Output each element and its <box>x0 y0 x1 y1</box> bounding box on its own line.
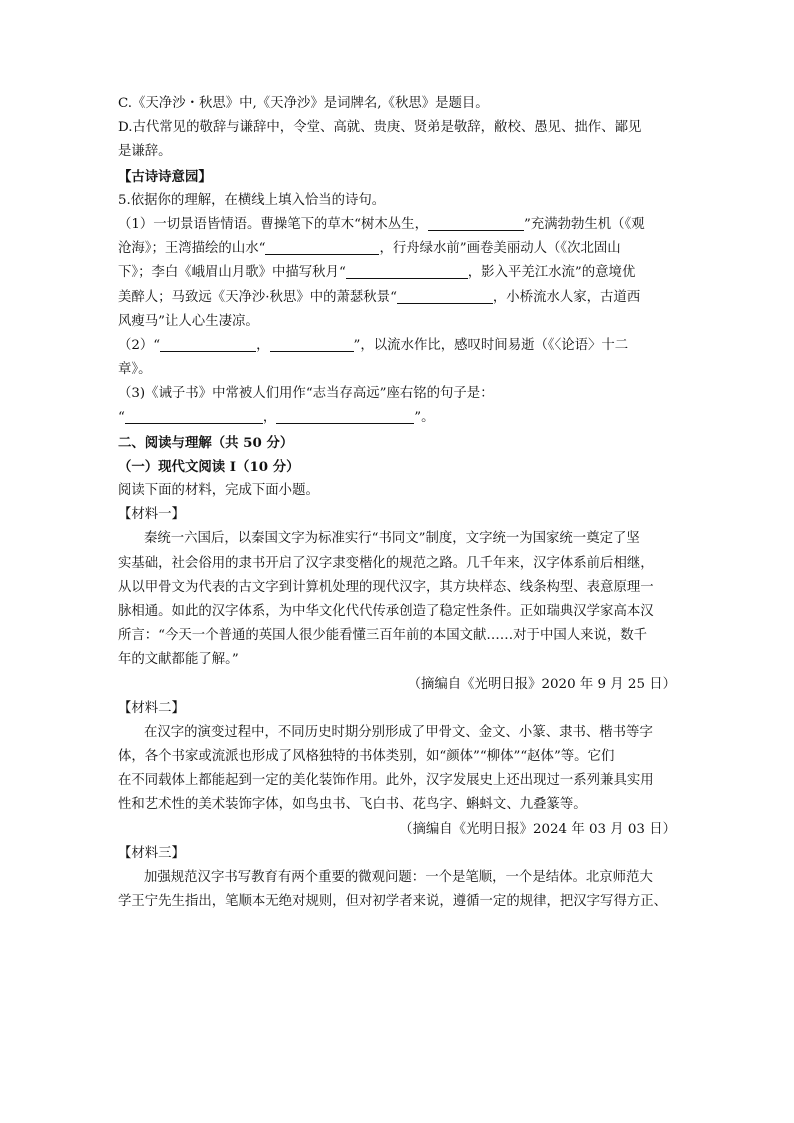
answer-blank[interactable] <box>428 214 524 231</box>
material-1-line: 脉相通。如此的汉字体系，为中华文化代代传承创造了稳定性条件。正如瑞典汉学家高本汉 <box>118 603 654 619</box>
q5-1-line1: （1）一切景语皆情语。曹操笔下的草木“树木丛生， ”充满勃勃生机（《观 <box>118 213 684 237</box>
option-c: C.《天净沙・秋思》中,《天净沙》是词牌名,《秋思》是题目。 <box>118 96 489 111</box>
q5-3-line2: “ ， ”。 <box>118 406 684 430</box>
answer-blank[interactable] <box>125 407 263 424</box>
q5-1-line4: 美醉人；马致远《天净沙·秋思》中的萧瑟秋景“ ，小桥流水人家，古道西 <box>118 286 684 310</box>
answer-blank[interactable] <box>276 407 414 424</box>
material-1-source: （摘编自《光明日报》2020 年 9 月 25 日） <box>407 676 676 692</box>
option-d-line1: D.古代常见的敬辞与谦辞中，令堂、高就、贵庚、贤弟是敬辞，敝校、愚见、拙作、鄙见 <box>118 120 642 136</box>
question-5: 5.依据你的理解，在横线上填入恰当的诗句。 <box>118 192 386 208</box>
q5-1-line2: 沧海》；王湾描绘的山水“ ，行舟绿水前”画卷美丽动人（《次北固山 <box>118 237 684 261</box>
q5-2-line2: 章》。 <box>118 362 152 378</box>
material-1-title: 【材料一】 <box>118 507 185 523</box>
reading-instruction: 阅读下面的材料，完成下面小题。 <box>118 483 319 498</box>
part-2-heading: 二、阅读与理解（共 50 分） <box>118 434 294 451</box>
material-3-title: 【材料三】 <box>118 845 185 861</box>
material-1-line: 秦统一六国后，以秦国文字为标准实行“书同文”制度，文字统一为国家统一奠定了坚 <box>144 531 640 547</box>
material-3-line: 加强规范汉字书写教育有两个重要的微观问题：一个是笔顺，一个是结体。北京师范大 <box>144 870 653 885</box>
document-page <box>118 92 684 914</box>
material-1-line: 所言：“今天一个普通的英国人很少能看懂三百年前的本国文献……对于中国人来说，数千 <box>118 628 648 644</box>
material-1-line: 从以甲骨文为代表的古文字到计算机处理的现代汉字，其方块样态、线条构型、表意原理一 <box>118 579 654 595</box>
section-poem-heading: 【古诗诗意园】 <box>118 168 212 185</box>
material-2-source: （摘编自《光明日报》2024 年 03 月 03 日） <box>399 821 676 837</box>
material-2-line: 性和艺术性的美术装饰字体，如鸟虫书、飞白书、花鸟字、蝌蚪文、九叠篆等。 <box>118 797 587 813</box>
answer-blank[interactable] <box>270 335 354 352</box>
q5-3-line1: （3)《诫子书》中常被人们用作“志当存高远”座右铭的句子是： <box>118 386 494 402</box>
option-d-line2: 是谦辞。 <box>118 144 172 160</box>
answer-blank[interactable] <box>397 287 493 304</box>
material-2-line: 体，各个书家或流派也形成了风格独特的书体类别，如“颜体”“柳体”“赵体”等。它们 <box>118 749 615 765</box>
answer-blank[interactable] <box>346 262 468 279</box>
material-1-line: 实基础，社会俗用的隶书开启了汉字隶变楷化的规范之路。几千年来，汉字体系前后相继， <box>118 555 654 571</box>
q5-2-line1: （2）“ ， ”，以流水作比，感叹时间易逝（《〈论语〉十二 <box>118 334 684 358</box>
material-2-line: 在汉字的演变过程中，不同历史时期分别形成了甲骨文、金文、小篆、隶书、楷书等字 <box>144 724 653 740</box>
q5-1-line5: 风瘦马”让人心生凄凉。 <box>118 313 259 329</box>
answer-blank[interactable] <box>265 238 379 255</box>
part-2-1-heading: （一）现代文阅读 I（10 分） <box>118 458 300 475</box>
answer-blank[interactable] <box>160 335 256 352</box>
q5-1-line3: 下》；李白《峨眉山月歌》中描写秋月“ ，影入平羌江水流”的意境优 <box>118 261 684 285</box>
material-2-title: 【材料二】 <box>118 700 185 716</box>
material-3-line: 学王宁先生指出，笔顺本无绝对规则，但对初学者来说，遵循一定的规律，把汉字写得方正、 <box>118 894 668 910</box>
material-2-line: 在不同载体上都能起到一定的美化装饰作用。此外，汉字发展史上还出现过一系列兼具实用 <box>118 773 654 789</box>
material-1-line: 年的文献都能了解。” <box>118 652 239 668</box>
